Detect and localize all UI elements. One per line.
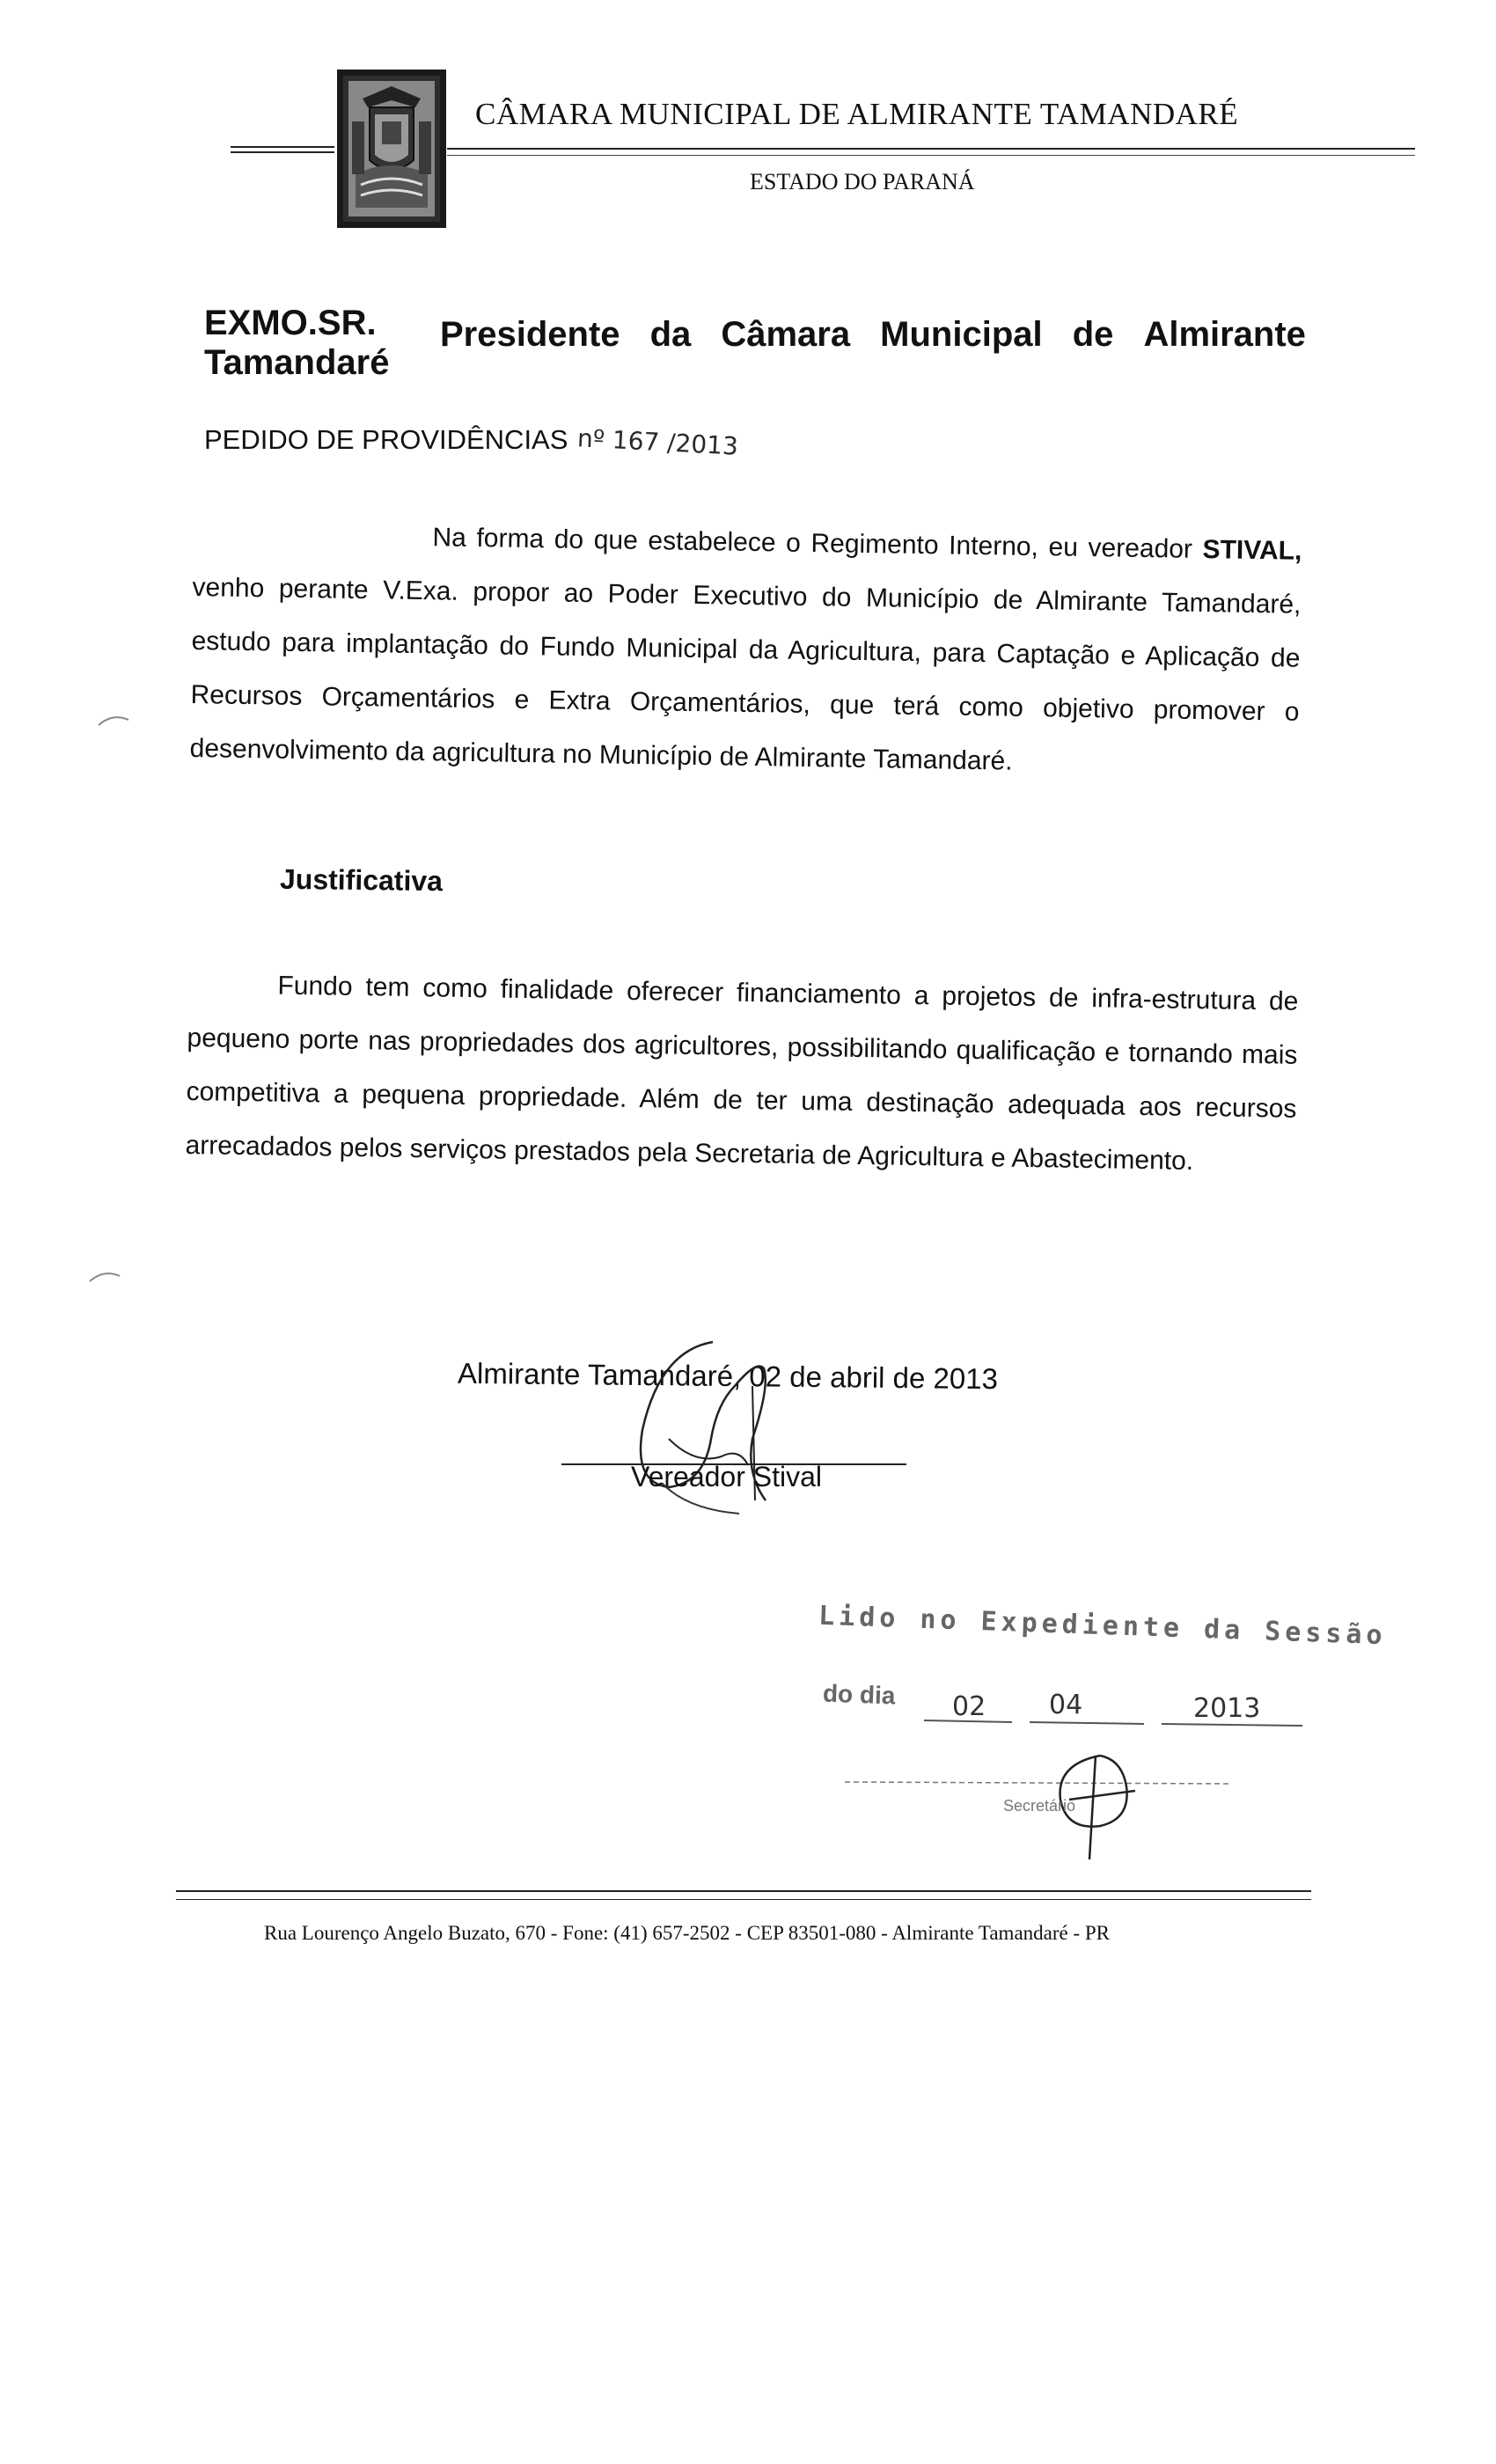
stamp-sign-label: Secretário — [1003, 1797, 1076, 1815]
municipal-crest-logo — [336, 69, 447, 229]
handwritten-request-number: nº 167 /2013 — [576, 423, 739, 461]
letterhead-rule-left — [231, 146, 334, 148]
addressee-word: Presidente — [440, 315, 620, 354]
footer-rule-2 — [176, 1899, 1311, 1900]
stamp-month: 04 — [1049, 1690, 1083, 1720]
request-label: PEDIDO DE PROVIDÊNCIAS — [204, 424, 568, 455]
justification-heading: Justificativa — [279, 862, 444, 898]
letterhead-rule-right — [447, 148, 1415, 150]
handwritten-signature — [607, 1333, 818, 1527]
margin-mark — [97, 711, 132, 729]
letterhead-rule-left-2 — [231, 151, 334, 153]
addressee-word: Câmara — [721, 315, 851, 354]
state-name: ESTADO DO PARANÁ — [750, 169, 975, 194]
paragraph-lead: Na forma do que estabelece o Regimento Interno, eu vereador — [432, 523, 1193, 564]
addressee-word: Almirante — [1143, 315, 1306, 354]
letterhead-rule-right-2 — [447, 155, 1415, 156]
addressee-word: da — [649, 315, 692, 354]
stamp-day-label: do dia — [822, 1679, 896, 1710]
addressee-word: Municipal — [880, 315, 1043, 354]
footer-address: Rua Lourenço Angelo Buzato, 670 - Fone: (41) 657-2502 - CEP 83501-080 - Almirante Tamandaré - PR — [264, 1922, 1111, 1944]
stamp-year: 2013 — [1193, 1693, 1261, 1724]
addressee-word: de — [1072, 315, 1114, 354]
paragraph-rest: venho perante V.Exa. propor ao Poder Executivo do Município de Almirante Tamandaré, estudo para implantação do Fundo Municipal da Agricultura, para Captação e Aplicação de Recursos Orçamentários e Extra Orçamentários, que terá como objetivo promover o desenvolvimento da agricultura no Município de Almirante Tamandaré. — [189, 572, 1302, 776]
stamp-day: 02 — [952, 1691, 986, 1722]
institution-name: CÂMARA MUNICIPAL DE ALMIRANTE TAMANDARÉ — [475, 97, 1239, 131]
addressee-title — [440, 315, 1306, 355]
footer-rule — [176, 1890, 1311, 1892]
place-and-date: Almirante Tamandaré, 02 de abril de 2013 — [457, 1356, 999, 1396]
body-paragraph-1 — [189, 507, 1302, 793]
body-paragraph-2: Fundo tem como finalidade oferecer financiamento a projetos de infra-estrutura de pequeno porte nas propriedades dos agricultores, possibilitando qualificação e tornando mais competitiva a pequena propriedade. Além de ter uma destinação adequada aos recursos arrecadados pelos serviços prestados pela Secretaria de Agricultura e Abastecimento. — [185, 971, 1299, 1176]
addressee-continuation: Tamandaré — [204, 343, 390, 382]
stamp-session-text: Lido no Expediente da Sessão — [818, 1600, 1388, 1652]
signer-name: Vereador Stival — [631, 1461, 823, 1492]
addressee-prefix: EXMO.SR. — [204, 304, 377, 342]
margin-mark — [88, 1267, 123, 1285]
vereador-name: STIVAL, — [1202, 535, 1302, 566]
